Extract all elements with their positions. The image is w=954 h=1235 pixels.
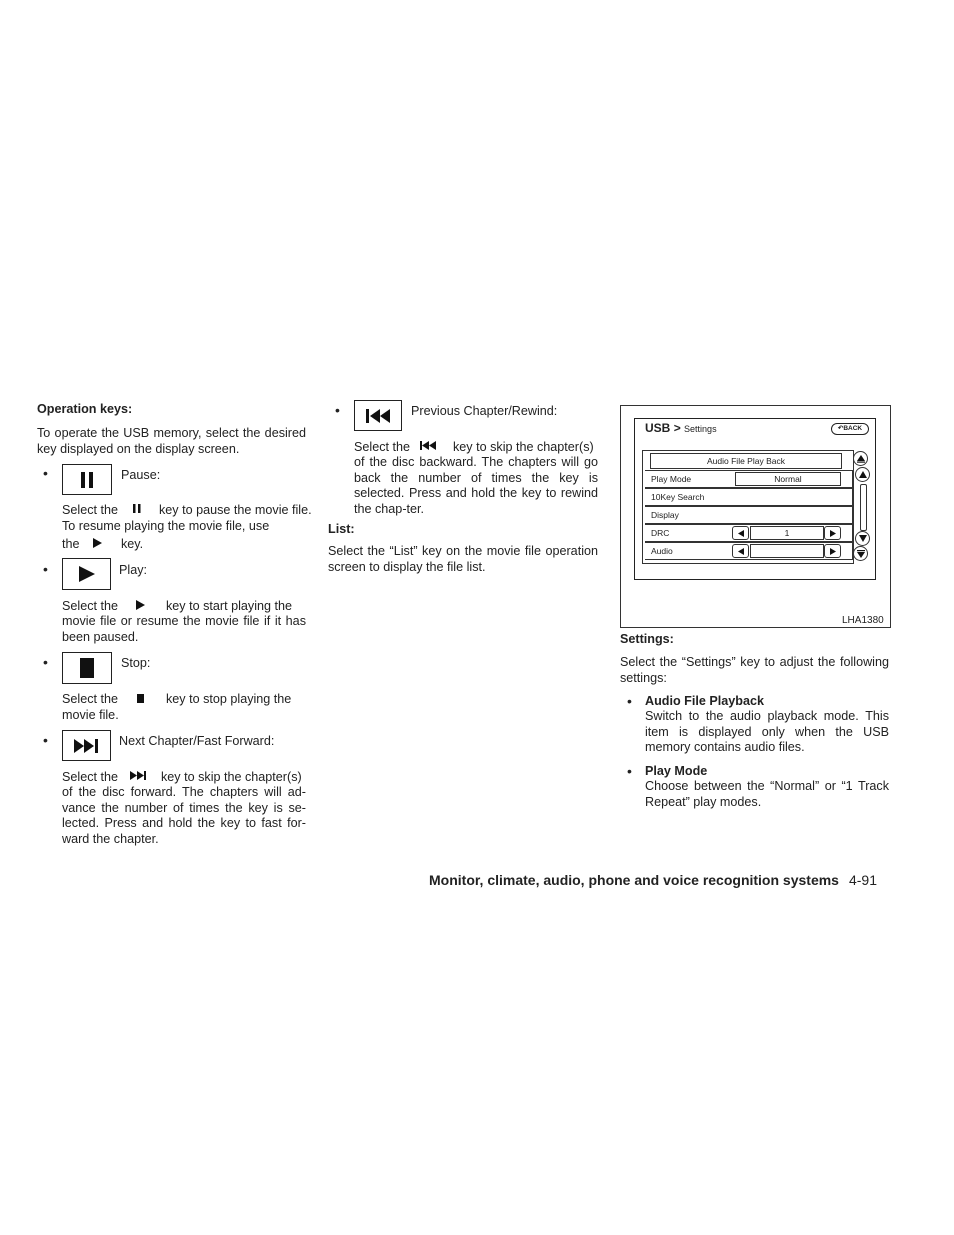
triangle-right-icon xyxy=(830,530,836,537)
stop-icon xyxy=(80,658,94,678)
audio-value xyxy=(750,544,824,558)
list-heading: List: xyxy=(328,522,355,536)
pause-desc-end: key. xyxy=(121,537,144,551)
triangle-left-icon xyxy=(738,548,744,555)
bullet: • xyxy=(627,763,632,779)
triangle-left-icon xyxy=(738,530,744,537)
prev-desc-start: Select the xyxy=(354,440,411,454)
pause-desc-line2: To resume playing the movie file, use xyxy=(62,519,270,533)
bullet: • xyxy=(43,465,48,481)
audio-decrease-button[interactable] xyxy=(732,544,749,558)
stop-key-figure xyxy=(62,652,112,684)
next-chapter-icon xyxy=(130,771,147,780)
audio-increase-button[interactable] xyxy=(824,544,841,558)
stop-desc-rest: movie file. xyxy=(62,708,119,722)
prev-desc-rest: of the disc backward. The chapters will go back the number of times the key is selected. Press and hold the key to rewind the chap-ter. xyxy=(354,455,598,516)
breadcrumb-usb[interactable]: USB xyxy=(645,421,671,435)
play-mode-text: Choose between the “Normal” or “1 Track Repeat” play modes. xyxy=(645,779,889,809)
audio-file-playback-title: Audio File Playback xyxy=(645,694,764,708)
scroll-down-button[interactable] xyxy=(855,531,870,546)
drc-value: 1 xyxy=(750,526,824,540)
triangle-right-icon xyxy=(830,548,836,555)
stop-desc-start: Select the xyxy=(62,692,119,706)
footer-section-title: Monitor, climate, audio, phone and voice recognition systems xyxy=(429,872,839,888)
previous-chapter-icon xyxy=(365,409,391,423)
pause-icon xyxy=(80,472,94,488)
arrow-up-icon xyxy=(859,471,867,478)
play-mode-label: Play Mode xyxy=(651,474,692,484)
prev-key-figure xyxy=(354,400,402,431)
back-label: BACK xyxy=(843,425,863,432)
pause-desc-line3: the xyxy=(62,537,80,551)
audio-file-play-back-label: Audio File Play Back xyxy=(707,456,785,466)
breadcrumb xyxy=(645,421,717,438)
play-desc-rest: movie file or resume the movie file if it has been paused. xyxy=(62,614,306,644)
arrow-up-icon xyxy=(857,455,865,463)
prev-label: Previous Chapter/Rewind: xyxy=(411,404,558,418)
scroll-top-button[interactable] xyxy=(853,451,868,466)
arrow-down-icon xyxy=(857,550,865,558)
tenkey-search-row[interactable] xyxy=(645,488,853,506)
list-text: Select the “List” key on the movie file operation screen to display the file list. xyxy=(328,544,598,574)
stop-icon xyxy=(137,694,144,703)
play-icon xyxy=(136,600,145,610)
pause-key-figure xyxy=(62,464,112,495)
next-key-figure xyxy=(62,730,111,761)
arrow-down-icon xyxy=(859,535,867,542)
play-label: Play: xyxy=(119,563,147,577)
audio-file-play-back-button[interactable] xyxy=(650,453,842,469)
back-arrow-icon: ↶ xyxy=(837,425,844,432)
figure-code: LHA1380 xyxy=(842,615,884,626)
play-mode-title: Play Mode xyxy=(645,764,708,778)
pause-desc-start: Select the xyxy=(62,503,119,517)
operation-keys-intro: To operate the USB memory, select the desired key displayed on the display screen. xyxy=(37,426,306,456)
pause-desc-mid-1: key to pause the movie file. xyxy=(159,503,312,517)
stop-desc-line1: key to stop playing the xyxy=(166,692,292,706)
previous-chapter-icon xyxy=(420,441,437,450)
settings-heading: Settings: xyxy=(620,632,674,646)
page-footer xyxy=(429,873,877,889)
pause-label: Pause: xyxy=(121,468,161,482)
drc-increase-button[interactable] xyxy=(824,526,841,540)
breadcrumb-separator: > xyxy=(673,421,681,435)
play-icon xyxy=(79,566,95,582)
display-row[interactable] xyxy=(645,506,853,524)
next-desc-rest: of the disc forward. The chapters will ad-vance the number of times the key is se-lected. Press and hold the key to fast for-ward the chapter. xyxy=(62,785,306,846)
audio-file-playback-text: Switch to the audio playback mode. This item is displayed only when the USB memory contains audio files. xyxy=(645,709,889,754)
tenkey-search-label: 10Key Search xyxy=(651,492,705,502)
drc-decrease-button[interactable] xyxy=(732,526,749,540)
play-icon xyxy=(93,538,102,548)
scroll-up-button[interactable] xyxy=(855,467,870,482)
operation-keys-heading: Operation keys: xyxy=(37,402,133,416)
prev-desc-line1: key to skip the chapter(s) xyxy=(453,440,594,454)
play-desc-start: Select the xyxy=(62,599,119,613)
stop-label: Stop: xyxy=(121,656,151,670)
next-desc-start: Select the xyxy=(62,770,119,784)
next-chapter-icon xyxy=(74,739,100,753)
next-desc-line1: key to skip the chapter(s) xyxy=(161,770,302,784)
breadcrumb-settings: Settings xyxy=(684,424,717,434)
drc-label: DRC xyxy=(651,528,670,538)
back-button[interactable] xyxy=(831,423,869,435)
next-label: Next Chapter/Fast Forward: xyxy=(119,734,275,748)
scroll-bottom-button[interactable] xyxy=(853,546,868,561)
scrollbar[interactable] xyxy=(860,484,867,531)
bullet: • xyxy=(43,732,48,748)
audio-label: Audio xyxy=(651,546,673,556)
pause-icon xyxy=(133,504,141,513)
settings-text: Select the “Settings” key to adjust the following settings: xyxy=(620,655,889,685)
bullet: • xyxy=(43,654,48,670)
display-label: Display xyxy=(651,510,679,520)
play-mode-value: Normal xyxy=(735,472,841,486)
page-number: 4-91 xyxy=(848,872,877,888)
play-desc-line1: key to start playing the xyxy=(166,599,293,613)
bullet: • xyxy=(335,402,340,418)
bullet: • xyxy=(43,561,48,577)
play-key-figure xyxy=(62,558,111,590)
bullet: • xyxy=(627,693,632,709)
